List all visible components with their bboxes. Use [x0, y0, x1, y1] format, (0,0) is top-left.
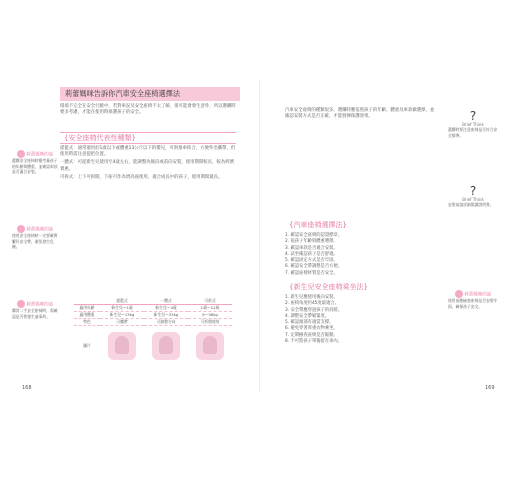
side-note [12, 225, 58, 250]
list-item: 7. 定期檢查座椅是否鬆動。 [285, 332, 338, 338]
type-paragraph: 提籃式：通常適用於1歲以下或體重13公斤以下的嬰兒，可與推車結合，方便外出攜帶，但使用時需注意提把位置。 [60, 146, 236, 158]
note-heading: 莉蕾媽咪的話 [448, 290, 498, 298]
page-number-right: 169 [485, 385, 495, 391]
section-safety-seat-types [60, 132, 236, 144]
section-seat-selection [285, 220, 435, 230]
table-cell [144, 326, 188, 367]
list-item: 3. 安全帶應穿過孩子的肩膀。 [285, 307, 343, 313]
note-label: Brief Think [462, 197, 484, 202]
list-item: 8. 不可將孩子單獨留在車內。 [285, 339, 343, 345]
table-header: 可拆式 [188, 298, 232, 305]
seat-comparison-table [74, 298, 232, 366]
table-cell: 1歲～12歲 [188, 305, 232, 312]
section-title: {新生兒安全座椅乘坐法} [289, 283, 368, 291]
note-heading: 莉蕾媽咪的話 [12, 225, 58, 233]
note-heading: 莉蕾媽咪的話 [12, 300, 58, 308]
note-text: 選購安全座椅時應考量孩子的年齡與體重，並確認車款是否適合安裝。 [12, 158, 58, 175]
table-cell: 可拆開使用 [188, 319, 232, 326]
type-paragraph: 一體式：可從新生兒使用至4歲左右，能調整為後向或前向安裝，使用期間較長，較為經濟實惠。 [60, 160, 235, 172]
booster-seat-image [196, 332, 224, 360]
table-row [74, 326, 232, 367]
table-cell: 可攜帶 [100, 319, 144, 326]
section-body [60, 146, 236, 181]
section-title: {汽車座椅選擇法} [289, 221, 347, 229]
table-header: 提籃式 [100, 298, 144, 305]
table-cell: 圖片 [83, 343, 91, 348]
flower-icon [455, 290, 463, 298]
seat-selection-list [285, 233, 435, 277]
chapter-header: 莉蕾媽咪告訴你汽車安全座椅選擇法 [60, 87, 240, 101]
infant-carrier-image [108, 332, 136, 360]
list-item: 6. 確認安全帶調整是否方便。 [285, 264, 343, 270]
table-cell: 新生兒～1歲 [100, 305, 144, 312]
list-item: 5. 確認固定方式是否牢固。 [285, 258, 338, 264]
newborn-seating-list [285, 295, 435, 345]
table-cell: 新生兒～13kg [100, 312, 144, 319]
table-cell: 新生兒～25kg [144, 312, 188, 319]
list-item: 1. 確認安全座椅的認證標章。 [285, 233, 343, 238]
note-heading: 莉蕾媽咪的話 [12, 150, 58, 158]
list-item: 2. 座椅角度約45度最適合。 [285, 301, 339, 307]
list-item: 5. 確認頭部有適當支撐。 [285, 320, 334, 326]
type-paragraph: 可拆式：上下可拆開，下座可作為增高座使用，適合成長中的孩子，使用期間最長。 [60, 174, 223, 180]
table-cell: 適用年齡 [74, 305, 100, 312]
table-cell [100, 326, 144, 367]
note-label: Brief Think [462, 122, 484, 127]
right-intro-text: 汽車安全座椅的種類很多，選購時應依照孩子的年齡、體重及車款做選擇，並確認安裝方式是否正確，才能發揮保護效果。 [285, 108, 435, 120]
list-item: 7. 確認座椅材質是否安全。 [285, 270, 338, 276]
list-item: 4. 試坐確認孩子是否舒適。 [285, 251, 338, 257]
table-cell: 可調整方向 [144, 319, 188, 326]
note-text: 選購時要注意座椅是否符合安全標準。 [448, 127, 498, 138]
table-cell: 適用體重 [74, 312, 100, 319]
note-text: 購買二手安全座椅時，需確認是否曾發生過事故。 [12, 308, 58, 319]
list-item: 4. 調整安全帶鬆緊度。 [285, 313, 330, 319]
question-mark-icon: ? [469, 109, 477, 123]
convertible-seat-image [152, 332, 180, 360]
table-cell: 特色 [74, 319, 100, 326]
table-row [74, 312, 232, 319]
table-cell: 9～36kg [188, 312, 232, 319]
side-note [12, 300, 58, 319]
note-text: 使用安全座椅時一定要確實繫好安全帶，避免發生危險。 [12, 233, 58, 250]
side-note [12, 150, 58, 175]
table-row [74, 319, 232, 326]
list-item: 6. 避免穿著厚重衣物乘坐。 [285, 326, 338, 332]
section-title: {安全座椅代表性種類} [64, 134, 136, 142]
table-header: 一體式 [144, 298, 188, 305]
page-gutter [259, 80, 260, 392]
flower-icon [17, 300, 25, 308]
page-number-left: 168 [22, 385, 32, 391]
side-note [448, 185, 498, 208]
note-text: 使用前應檢查座椅是否安裝牢固，確保孩子安全。 [448, 298, 498, 309]
list-item: 3. 確認車款是否適合安裝。 [285, 245, 338, 251]
question-mark-icon: ? [469, 184, 477, 198]
table-row [74, 305, 232, 312]
section-newborn-seating [285, 282, 435, 292]
side-note [448, 290, 498, 309]
flower-icon [17, 150, 25, 158]
list-item: 2. 依孩子年齡與體重選擇。 [285, 239, 338, 245]
left-intro-text: 環境不完全在安全行駛中，若對車況及安全座椅不太了解，很可能會發生意外，所以選購時要多考慮，才能在使用時保護孩子的安全。 [60, 104, 236, 116]
note-text: 安裝前請詳細閱讀說明書。 [448, 202, 494, 207]
table-cell [188, 326, 232, 367]
flower-icon [17, 225, 25, 233]
table-cell: 新生兒～4歲 [144, 305, 188, 312]
list-item: 1. 新生兒應使用後向安裝。 [285, 295, 338, 300]
side-note [448, 110, 498, 138]
